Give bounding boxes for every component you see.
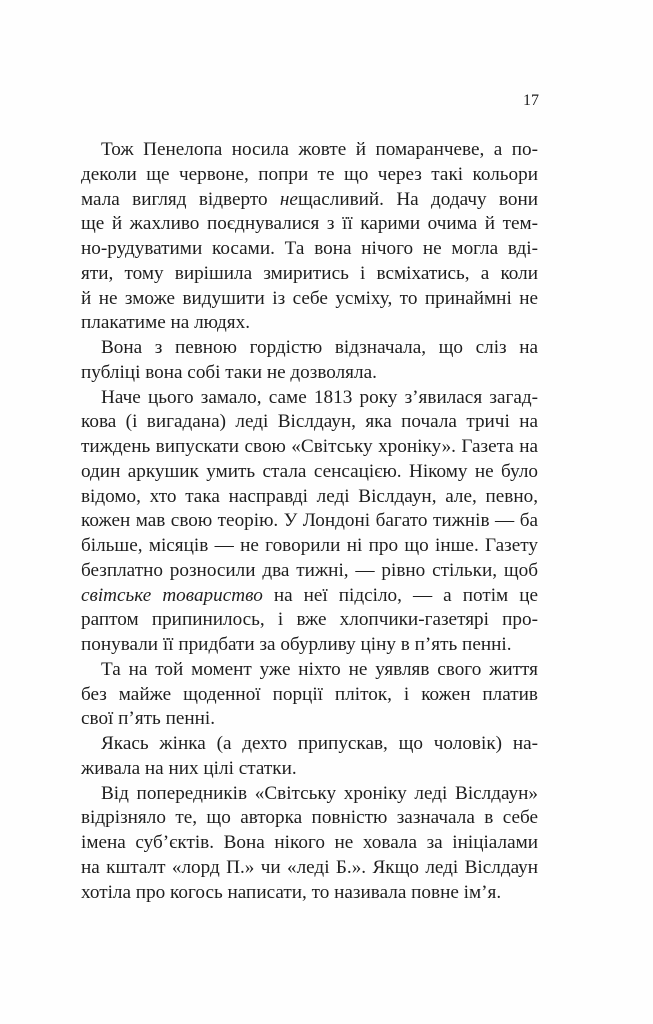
text-line: на кшталт «лорд П.» чи «леді Б.». Якщо леді Віслдаун bbox=[81, 856, 538, 878]
text-line: й не зможе видушити із себе усміху, то принаймні не bbox=[81, 287, 538, 309]
text-line: без майже щоденної порції пліток, і кожен платив bbox=[81, 683, 538, 705]
text-line: но-рудуватими косами. Та вона нічого не могла вді- bbox=[81, 238, 538, 259]
text-line: мала вигляд відверто нещасливий. На додачу вони bbox=[81, 188, 538, 210]
text-line: відомо, хто така насправді леді Віслдаун, але, певно, bbox=[81, 485, 538, 507]
text-line: раптом припинилось, і вже хлопчики-газетярі про- bbox=[81, 609, 538, 631]
text-line: хотіла про когось написати, то називала повне ім’я. bbox=[81, 881, 502, 903]
text-line: імена суб’єктів. Вона нікого не ховала за ініціалами bbox=[81, 832, 538, 853]
text-line: відрізняло те, що авторка повністю зазначала в себе bbox=[81, 807, 538, 829]
text-line: плакатиме на людях. bbox=[81, 312, 251, 334]
paragraph bbox=[81, 782, 538, 906]
page-number: 17 bbox=[523, 92, 539, 109]
text-line: Від попередників «Світську хроніку леді Віслдаун» bbox=[101, 782, 538, 804]
text-line: яти, тому вирішила змиритись і всміхатись, а коли bbox=[81, 262, 538, 284]
text-line: деколи ще червоне, попри те що через такі кольори bbox=[81, 163, 538, 185]
paragraph bbox=[81, 336, 538, 386]
text-line: один аркушик умить стала сенсацією. Нікому не було bbox=[81, 460, 538, 482]
text-line: кова (і вигадана) леді Віслдаун, яка почала тричі на bbox=[81, 411, 538, 433]
text-line: кожен мав свою теорію. У Лондоні багато тижнів — ба bbox=[81, 510, 538, 532]
paragraph bbox=[81, 386, 538, 658]
text-line: безплатно розносили два тижні, — рівно стільки, щоб bbox=[81, 559, 538, 581]
paragraph bbox=[81, 138, 538, 336]
paragraph bbox=[81, 658, 538, 732]
text-line: живала на них цілі статки. bbox=[81, 757, 297, 779]
text-line: публіці вона собі таки не дозволяла. bbox=[81, 361, 377, 383]
text-line: Та на той момент уже ніхто не уявляв свого життя bbox=[101, 658, 538, 680]
paragraph bbox=[81, 732, 538, 782]
text-line: Наче цього замало, саме 1813 року з’явилася загад- bbox=[101, 386, 538, 408]
text-line: понували її придбати за обурливу ціну в п’ять пенні. bbox=[81, 634, 512, 655]
text-line: Якась жінка (а дехто припускав, що чоловік) на- bbox=[101, 733, 538, 754]
text-line: тиждень випускати свою «Світську хроніку». Газета на bbox=[81, 436, 538, 457]
text-line: ще й жахливо поєднувалися з її карими очима й тем- bbox=[81, 213, 538, 235]
italic-emphasis: не bbox=[279, 188, 298, 210]
italic-emphasis: світське товариство bbox=[81, 584, 263, 606]
body-text bbox=[81, 138, 538, 905]
text-line: Вона з певною гордістю відзначала, що сліз на bbox=[101, 337, 538, 358]
text-line: свої п’ять пенні. bbox=[81, 708, 216, 730]
text-line: більше, місяців — не говорили ні про що інше. Газету bbox=[81, 535, 538, 556]
text-line: світське товариство на неї підсіло, — а потім це bbox=[81, 584, 538, 606]
text-line: Тож Пенелопа носила жовте й помаранчеве, а по- bbox=[101, 139, 538, 160]
